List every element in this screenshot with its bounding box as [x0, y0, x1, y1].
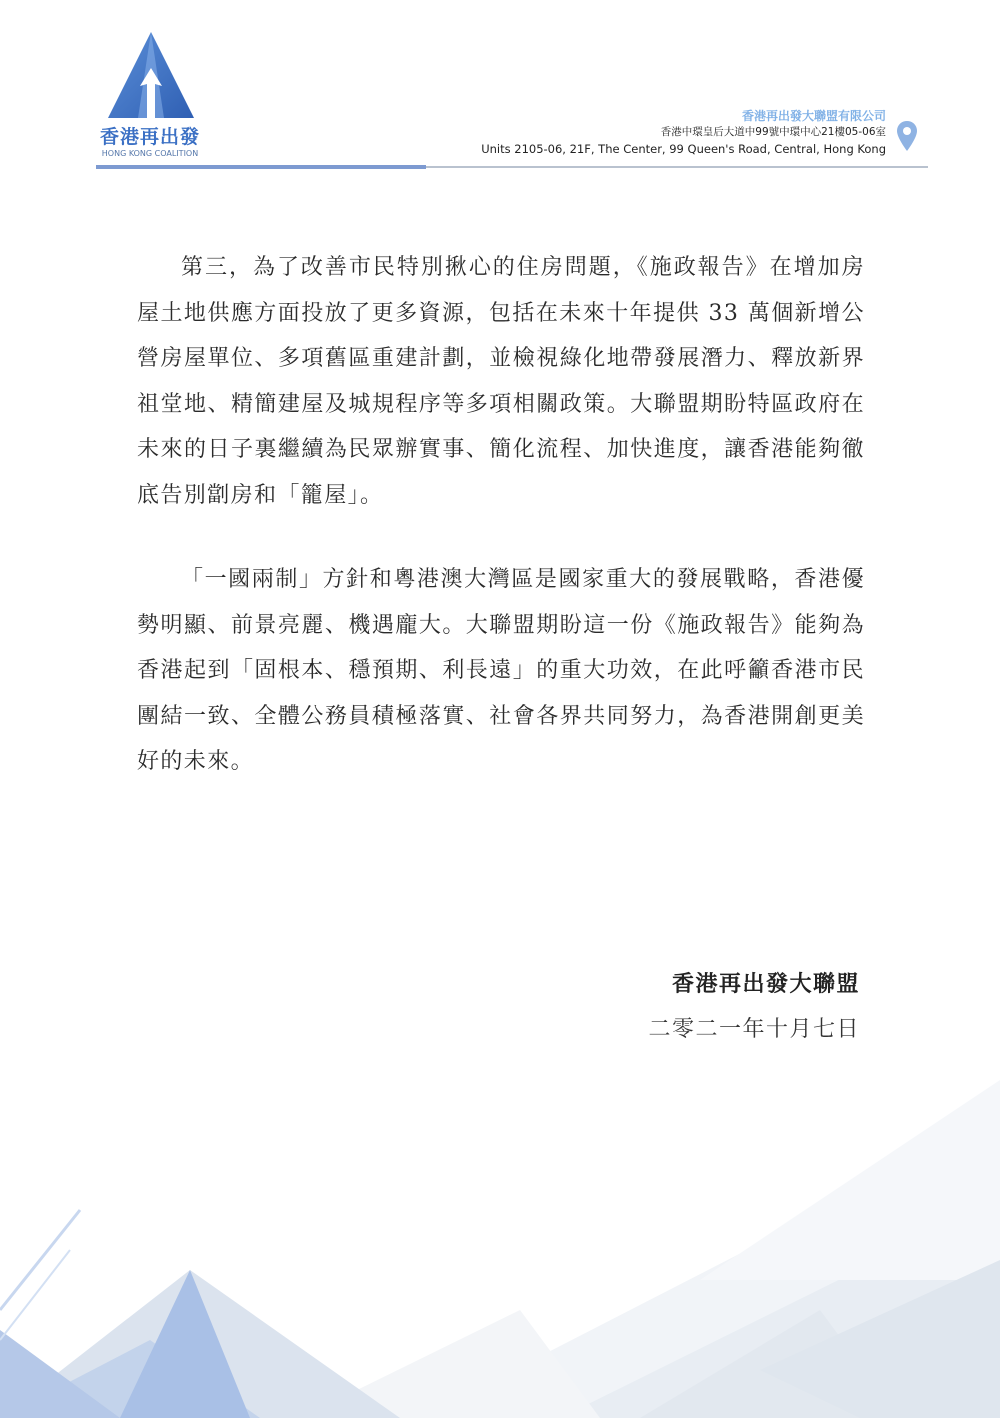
body-paragraph: 「一國兩制」方針和粵港澳大灣區是國家重大的發展戰略，香港優勢明顯、前景亮麗、機遇龐大。大聯盟期盼這一份《施政報告》能夠為香港起到「固根本、穩預期、利長遠」的重大功效，在此呼籲香港市民團結一致、全體公務員積極落實、社會各界共同努力，為香港開創更美好的未來。: [137, 567, 865, 775]
address-english: Units 2105-06, 21F, The Center, 99 Queen's Road, Central, Hong Kong: [481, 142, 886, 156]
coalition-logo: [92, 30, 212, 160]
signature-organization: 香港再出發大聯盟: [671, 971, 860, 997]
triangle-arrow-logo-icon: [106, 30, 196, 120]
signature-date: 二零二一年十月七日: [648, 1017, 860, 1042]
signature-block: [648, 964, 860, 1056]
header-divider-accent: [96, 165, 426, 169]
body-paragraph: 第三，為了改善市民特別揪心的住房問題，《施政報告》在增加房屋土地供應方面投放了更多資源，包括在未來十年提供 33 萬個新增公營房屋單位、多項舊區重建計劃，並檢視綠化地帶發展潛力、釋放新界祖堂地、精簡建屋及城規程序等多項相關政策。大聯盟期盼特區政府在未來的日子裏繼續為民眾辦實事、簡化流程、加快進度，讓香港能夠徹底告別劏房和「籠屋」。: [137, 255, 865, 508]
decorative-background-shapes: [0, 1080, 1000, 1418]
location-pin-icon: [896, 120, 918, 152]
address-chinese: 香港中環皇后大道中99號中環中心21樓05-06室: [660, 126, 886, 138]
logo-chinese-name: 香港再出發: [99, 126, 200, 148]
company-name: 香港再出發大聯盟有限公司: [741, 109, 886, 123]
logo-english-name: HONG KONG COALITION: [101, 149, 199, 158]
company-info: [481, 108, 886, 158]
